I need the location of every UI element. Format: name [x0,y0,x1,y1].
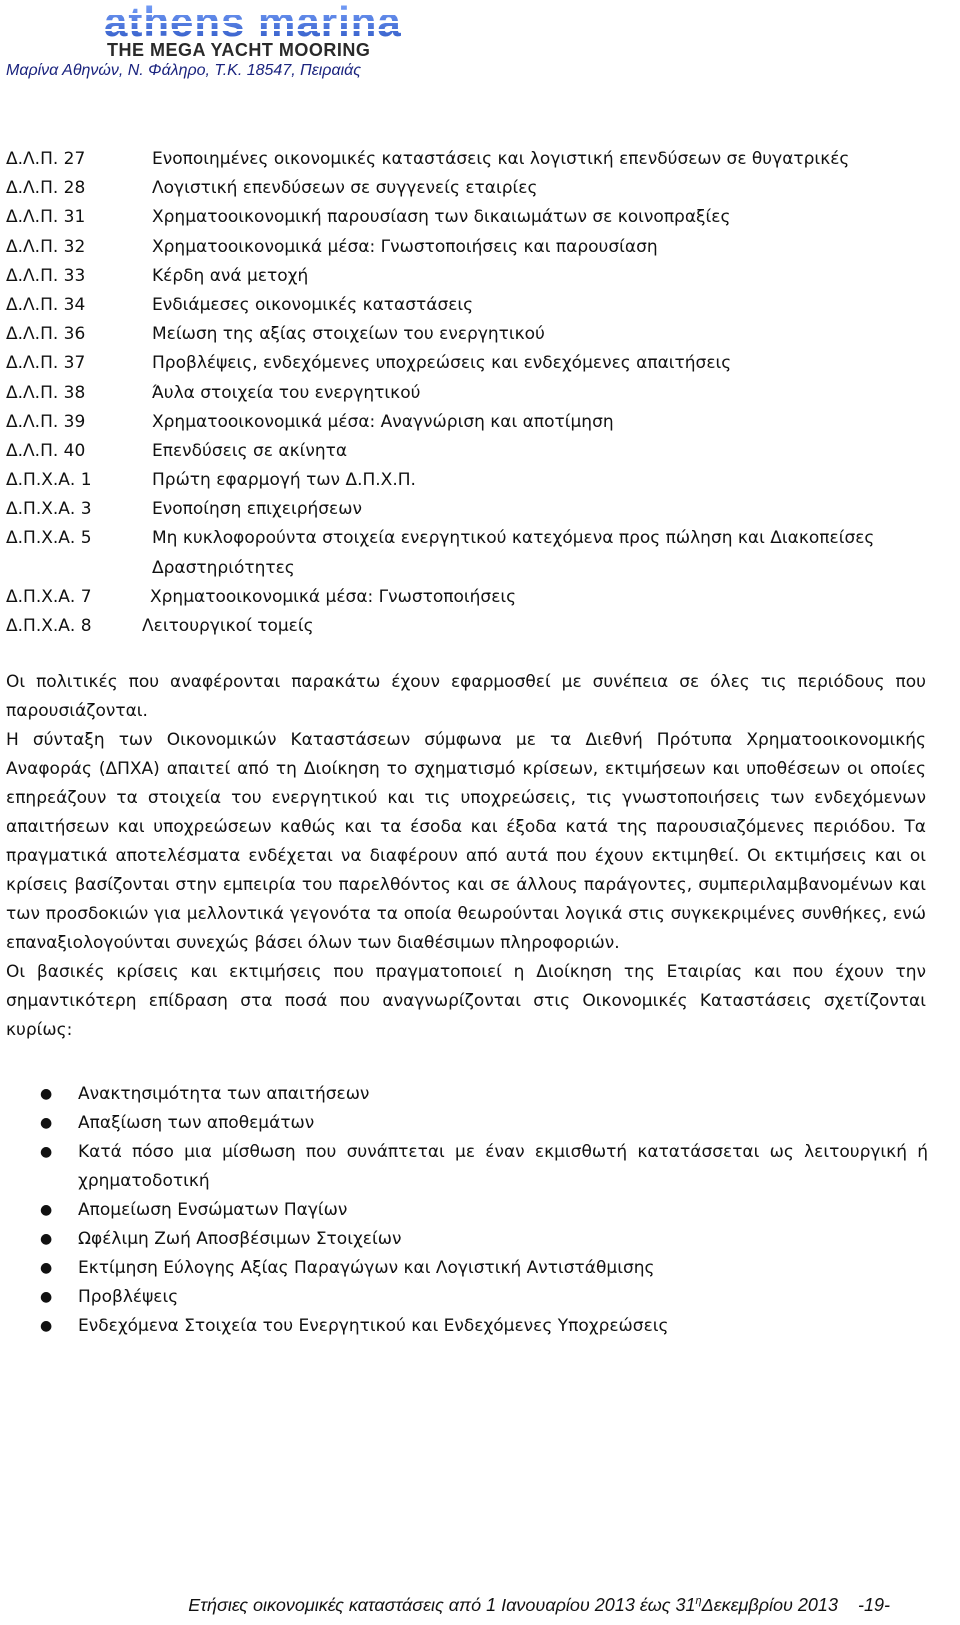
key-judgements-paragraph: Οι βασικές κρίσεις και εκτιμήσεις που πραγματοποιεί η Διοίκηση της Εταιρίας και που έχουν την σημαντικότερη επίδραση στα ποσά που αναγνωρίζονται στις Οικονομικές Καταστάσεις σχετίζονται κυρίως: [6,962,926,1040]
standard-desc: Χρηματοοικονομική παρουσίαση των δικαιωμάτων σε κοινοπραξίες [152,207,731,228]
policies-paragraph: Οι πολιτικές που αναφέρονται παρακάτω έχουν εφαρμοσθεί με συνέπεια σε όλες τις περιόδους που παρουσιάζονται. [6,672,926,721]
standard-desc: Ενδιάμεσες οικονομικές καταστάσεις [152,294,474,315]
standards-list [0,145,960,641]
estimates-paragraph: Η σύνταξη των Οικονομικών Καταστάσεων σύμφωνα με τα Διεθνή Πρότυπα Χρηματοοικονομικής Αναφοράς (ΔΠΧΑ) απαιτεί από τη Διοίκηση το σχηματισμό κρίσεων, εκτιμήσεων και υποθέσεων οι οποίες επηρεάζουν τα στοιχεία του ενεργητικού και τις υποχρεώσεις, τις γνωστοποιήσεις των ενδεχόμενων απαιτήσεων και υποχρεώσεων καθώς και τα έσοδα και έξοδα κατά της παρουσιαζόμενες περιόδου. Τα πραγματικά αποτελέσματα ενδέχεται να διαφέρουν από αυτά που έχουν εκτιμηθεί. Οι εκτιμήσεις και οι κρίσεις βασίζονται στην εμπειρία του παρελθόντος και σε άλλους παράγοντες, συμπεριλαμβανομένων και των προσδοκιών για μελλοντικά γεγονότα τα οποία θεωρούνται λογικά στις συγκεκριμένες συνθήκες, ενώ επαναξιολογούνται συνεχώς βάσει όλων των διαθέσιμων πληροφοριών. [6,730,926,953]
footer-title-end: Δεκεμβρίου 2013 [701,1595,838,1615]
standard-code: Δ.Λ.Π. 40 [6,440,86,461]
standard-desc: Λειτουργικοί τομείς [142,616,314,637]
standard-desc: Μείωση της αξίας στοιχείων του ενεργητικού [152,324,545,345]
standard-row [0,262,960,291]
list-item: ● Ενδεχόμενα Στοιχεία του Ενεργητικού και Ενδεχόμενες Υποχρεώσεις [0,1312,928,1341]
list-item: ● Απομείωση Ενσώματων Παγίων [0,1196,928,1225]
standard-code: Δ.Λ.Π. 39 [6,411,86,432]
standard-desc: Άυλα στοιχεία του ενεργητικού [152,382,421,403]
standard-desc: Χρηματοοικονομικά μέσα: Αναγνώριση και αποτίμηση [152,411,614,432]
standard-row [0,349,960,378]
bullet-icon: ● [40,1260,53,1276]
bullet-icon: ● [40,1202,53,1218]
page-footer [188,1595,890,1616]
standard-row [0,583,960,612]
standard-desc: Επενδύσεις σε ακίνητα [152,440,348,461]
list-item: ● Απαξίωση των αποθεμάτων [0,1109,928,1138]
logo-wordmark: athens marina [104,2,402,45]
footer-title: Ετήσιες οικονομικές καταστάσεις από 1 Ιανουαρίου 2013 έως 31 [188,1595,696,1615]
standard-code: Δ.Λ.Π. 31 [6,207,86,228]
standard-row [0,320,960,349]
standard-desc: Λογιστική επενδύσεων σε συγγενείς εταιρίες [152,178,538,199]
header-address: Μαρίνα Αθηνών, Ν. Φάληρο, Τ.Κ. 18547, Πειραιάς [6,62,362,79]
standard-row [0,291,960,320]
list-item: ● Ανακτησιμότητα των απαιτήσεων [0,1080,928,1109]
standard-desc: Προβλέψεις, ενδεχόμενες υποχρεώσεις και ενδεχόμενες απαιτήσεις [152,353,732,374]
bullet-icon: ● [40,1318,53,1334]
standard-desc: Ενοποίηση επιχειρήσεων [152,499,362,520]
bullet-icon: ● [40,1289,53,1305]
standard-code: Δ.Λ.Π. 37 [6,353,86,374]
standard-code: Δ.Λ.Π. 36 [6,324,86,345]
standard-code: Δ.Π.Χ.Α. 7 [6,586,92,607]
footer-superscript: η [695,1595,702,1607]
standard-code: Δ.Λ.Π. 27 [6,149,86,169]
standard-desc: Ενοποιημένες οικονομικές καταστάσεις και λογιστική επενδύσεων σε θυγατρικές [152,149,850,169]
standard-desc: Μη κυκλοφορούντα στοιχεία ενεργητικού κατεχόμενα προς πώληση και Διακοπείσες Δραστηριότητες [152,528,875,578]
standard-row [0,145,960,174]
list-item: ● Εκτίμηση Εύλογης Αξίας Παραγώγων και Λογιστική Αντιστάθμισης [0,1254,928,1283]
standard-row [0,524,960,582]
standard-row [0,437,960,466]
standard-desc: Πρώτη εφαρμογή των Δ.Π.Χ.Π. [152,470,416,491]
list-item: ● Ωφέλιμη Ζωή Αποσβέσιμων Στοιχείων [0,1225,928,1254]
standard-code: Δ.Λ.Π. 28 [6,178,86,199]
key-judgements-list [0,1080,960,1341]
standard-code: Δ.Λ.Π. 33 [6,265,86,286]
standard-row [0,495,960,524]
standard-row [0,203,960,232]
standard-row [0,408,960,437]
standard-code: Δ.Π.Χ.Α. 3 [6,499,92,520]
standard-desc: Χρηματοοικονομικά μέσα: Γνωστοποιήσεις και παρουσίαση [152,236,658,257]
standard-code: Δ.Π.Χ.Α. 5 [6,528,92,549]
standard-row [0,233,960,262]
standard-desc: Κέρδη ανά μετοχή [152,265,309,286]
standard-code: Δ.Λ.Π. 32 [6,236,86,257]
standard-desc: Χρηματοοικονομικά μέσα: Γνωστοποιήσεις [150,586,517,607]
bullet-icon: ● [40,1144,53,1160]
standard-code: Δ.Π.Χ.Α. 8 [6,616,92,637]
standard-row [0,379,960,408]
standard-code: Δ.Π.Χ.Α. 1 [6,470,92,491]
bullet-icon: ● [40,1115,53,1131]
standard-row [0,174,960,203]
page-header [0,0,960,100]
standard-row [0,466,960,495]
bullet-icon: ● [40,1231,53,1247]
standard-code: Δ.Λ.Π. 38 [6,382,86,403]
list-item: ● Κατά πόσο μια μίσθωση που συνάπτεται με έναν εκμισθωτή κατατάσσεται ως λειτουργική ή χρηματοδοτική [0,1138,928,1196]
bullet-icon: ● [40,1086,53,1102]
standard-code: Δ.Λ.Π. 34 [6,294,86,315]
standard-row [0,612,960,641]
page-number: -19- [857,1595,890,1615]
logo-tagline: THE MEGA YACHT MOORING [107,40,371,60]
list-item: ● Προβλέψεις [0,1283,928,1312]
